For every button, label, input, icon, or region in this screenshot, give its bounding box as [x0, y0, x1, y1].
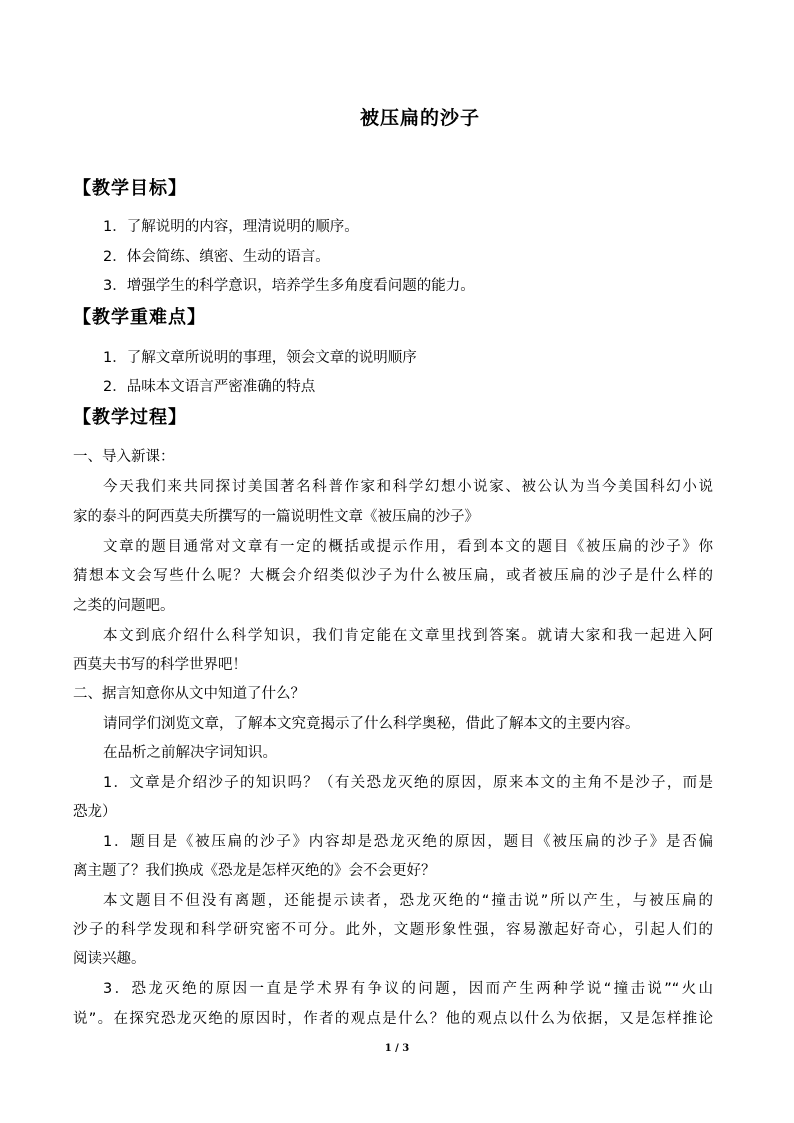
paragraph-line: 家的泰斗的阿西莫夫所撰写的一篇说明性文章《被压扁的沙子》 — [73, 509, 479, 525]
paragraph-line: 一、导入新课： — [73, 449, 175, 465]
paragraph-line: 离主题了？我们换成《恐龙是怎样灭绝的》会不会更好？ — [73, 863, 436, 879]
paragraph-line: 1．文章是介绍沙子的知识吗？（有关恐龙灭绝的原因，原来本文的主角不是沙子，而是 — [103, 775, 713, 791]
paragraph-line: 3．恐龙灭绝的原因一直是学术界有争议的问题，因而产生两种学说“撞击说”“火山 — [103, 981, 713, 997]
paragraph-line: 请同学们浏览文章，了解本文究竟揭示了什么科学奥秘，借此了解本文的主要内容。 — [103, 716, 640, 732]
paragraph-line: 猜想本文会写些什么呢？大概会介绍类似沙子为什么被压扁，或者被压扁的沙子是什么样的 — [73, 568, 713, 584]
document-title: 被压扁的沙子 — [359, 107, 480, 129]
paragraph-line: 阅读兴趣。 — [73, 951, 146, 967]
section-heading-goals: 【教学目标】 — [73, 178, 187, 199]
paragraph-line: 之类的问题吧。 — [73, 598, 175, 614]
paragraph-line: 沙子的科学发现和科学研究密不可分。此外，文题形象性强，容易激起好奇心，引起人们的 — [73, 922, 713, 938]
paragraph-line: 本文到底介绍什么科学知识，我们肯定能在文章里找到答案。就请大家和我一起进入阿 — [103, 628, 713, 644]
paragraph-line: 1．题目是《被压扁的沙子》内容却是恐龙灭绝的原因，题目《被压扁的沙子》是否偏 — [103, 834, 713, 850]
page-number: 1 / 3 — [384, 1043, 410, 1054]
list-item: 1．了解说明的内容，理清说明的顺序。 — [103, 219, 359, 235]
paragraph-line: 文章的题目通常对文章有一定的概括或提示作用，看到本文的题目《被压扁的沙子》你 — [103, 539, 713, 555]
list-item: 1．了解文章所说明的事理，领会文章的说明顺序 — [103, 350, 417, 366]
paragraph-line: 西莫夫书写的科学世界吧！ — [73, 657, 247, 673]
section-heading-key-points: 【教学重难点】 — [73, 307, 206, 328]
section-heading-process: 【教学过程】 — [73, 407, 187, 428]
paragraph-line: 在品析之前解决字词知识。 — [103, 745, 277, 761]
paragraph-line: 今天我们来共同探讨美国著名科普作家和科学幻想小说家、被公认为当今美国科幻小说 — [103, 479, 713, 495]
paragraph-line: 二、据言知意你从文中知道了什么？ — [73, 686, 305, 702]
list-item: 3．增强学生的科学意识，培养学生多角度看问题的能力。 — [103, 278, 475, 294]
paragraph-line: 本文题目不但没有离题，还能提示读者，恐龙灭绝的“撞击说”所以产生，与被压扁的 — [103, 893, 713, 909]
paragraph-line: 恐龙） — [73, 804, 117, 820]
list-item: 2．品味本文语言严密准确的特点 — [103, 379, 316, 395]
list-item: 2．体会简练、缜密、生动的语言。 — [103, 249, 330, 265]
paragraph-line: 说”。在探究恐龙灭绝的原因时，作者的观点是什么？他的观点以什么为依据，又是怎样推论 — [73, 1011, 713, 1027]
